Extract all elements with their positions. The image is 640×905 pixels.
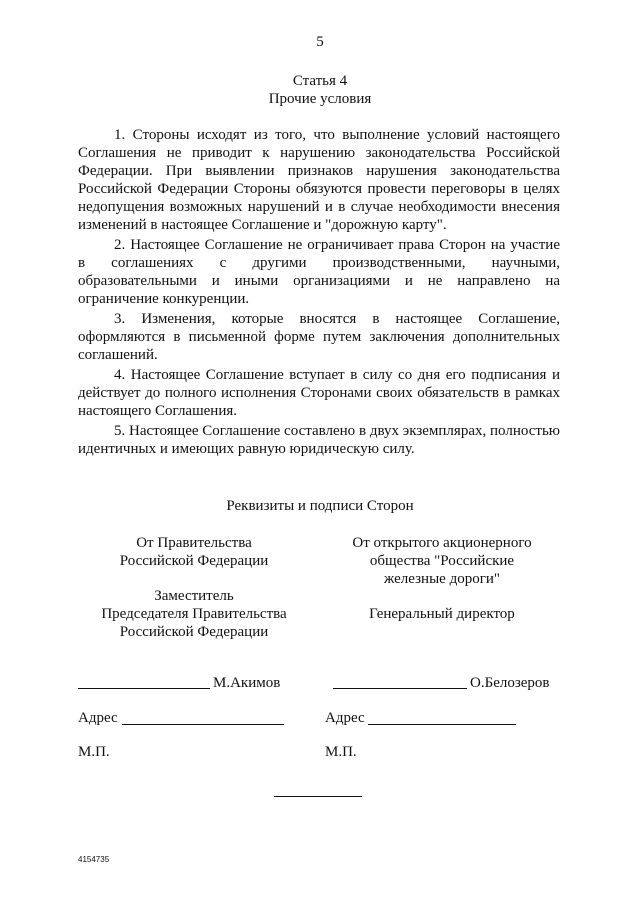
paragraph-2: 2. Настоящее Соглашение не ограничивает права Сторон на участие в соглашениях с другими производственными, научными, образовательными и иными организациями и не направлено на ограничение конкуренции.	[78, 237, 560, 307]
right-address-label: Адрес	[325, 710, 365, 726]
right-address-line	[368, 724, 516, 725]
left-org-line-2: Российской Федерации	[119, 553, 269, 569]
article-title: Прочие условия	[268, 91, 372, 107]
left-signature-line	[78, 688, 210, 689]
paragraph-5: 5. Настоящее Соглашение составлено в двух экземплярах, полностью идентичных и имеющих равную юридическую силу.	[78, 423, 560, 457]
paragraph-1: 1. Стороны исходят из того, что выполнение условий настоящего Соглашения не приводит к нарушению законодательства Российской Федерации. При выявлении признаков нарушения законодательства Российской Федерации Стороны обязуются провести переговоры в целях недопущения возможных нарушений и в случае необходимости внесения изменений в настоящее Соглашение и "дорожную карту".	[78, 127, 560, 233]
closing-rule	[274, 796, 362, 797]
left-seal-label: М.П.	[78, 744, 110, 760]
right-org-line-1: От открытого акционерного	[352, 535, 532, 551]
right-party-organization	[336, 534, 548, 588]
requisites-title: Реквизиты и подписи Сторон	[226, 498, 414, 514]
page-number: 5	[316, 34, 324, 50]
left-pos-line-1: Заместитель	[154, 588, 234, 604]
left-pos-line-2: Председателя Правительства	[101, 606, 287, 622]
article-heading	[0, 72, 640, 108]
paragraph-4: 4. Настоящее Соглашение вступает в силу со дня его подписания и действует до полного исполнения Сторонами своих обязательств в рамках настоящего Соглашения.	[78, 367, 560, 419]
left-address-label: Адрес	[78, 710, 118, 726]
right-signature-line	[333, 688, 467, 689]
right-org-line-2: общества "Российские	[369, 553, 515, 569]
left-party-organization	[88, 534, 300, 570]
right-seal-label: М.П.	[325, 744, 357, 760]
right-pos-line-1: Генеральный директор	[369, 606, 515, 622]
document-code: 4154735	[78, 855, 110, 864]
left-org-line-1: От Правительства	[136, 535, 252, 551]
left-address-line	[122, 724, 284, 725]
paragraph-3: 3. Изменения, которые вносятся в настоящее Соглашение, оформляются в письменной форме путем заключения дополнительных соглашений.	[78, 311, 560, 363]
left-signatory-name: М.Акимов	[213, 675, 281, 691]
article-number: Статья 4	[292, 73, 348, 89]
left-party-position	[88, 587, 300, 641]
article-body	[78, 126, 560, 458]
right-org-line-3: железные дороги"	[383, 571, 501, 587]
left-pos-line-3: Российской Федерации	[119, 624, 269, 640]
right-party-position	[336, 605, 548, 623]
right-signatory-name: О.Белозеров	[470, 675, 550, 691]
